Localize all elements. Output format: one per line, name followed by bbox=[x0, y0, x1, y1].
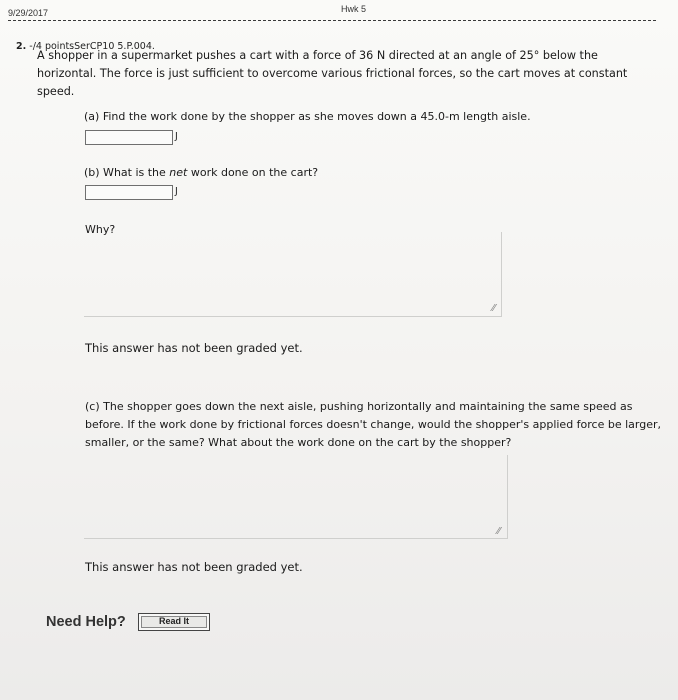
part-a-answer-field[interactable] bbox=[85, 130, 173, 145]
problem-statement: A shopper in a supermarket pushes a cart with a force of 36 N directed at an angle of 25° below the horizontal. The force is just sufficient to overcome various frictional forces, so the cart moves at constant speed. bbox=[37, 49, 628, 98]
question-number: 2. bbox=[16, 41, 27, 52]
resize-grip-icon[interactable]: ⁄⁄ bbox=[497, 526, 501, 537]
why-label: Why? bbox=[85, 223, 116, 236]
part-c-grading-status: This answer has not been graded yet. bbox=[85, 560, 303, 574]
part-b-unit: J bbox=[175, 186, 178, 197]
part-b-prompt-start: (b) What is the bbox=[84, 166, 170, 179]
part-b-prompt-end: work done on the cart? bbox=[187, 166, 319, 179]
part-b-prompt bbox=[84, 166, 318, 179]
print-date: 9/29/2017 bbox=[8, 8, 49, 18]
question-source: SerCP10 5.P.004. bbox=[74, 41, 155, 52]
part-c-textarea[interactable] bbox=[84, 455, 508, 539]
part-b-prompt-emphasis: net bbox=[169, 166, 188, 179]
part-b-grading-status: This answer has not been graded yet. bbox=[85, 341, 303, 355]
header-divider bbox=[8, 20, 656, 21]
part-c-prompt: (c) The shopper goes down the next aisle, pushing horizontally and maintaining the same speed as before. If the work done by frictional forces doesn't change, would the shopper's applied force be larger, smaller, or the same? What about the work done on the cart by the shopper? bbox=[85, 400, 662, 449]
part-a-unit: J bbox=[175, 131, 178, 142]
why-textarea[interactable] bbox=[84, 232, 502, 317]
need-help-label: Need Help? bbox=[46, 614, 126, 630]
read-it-button[interactable]: Read It bbox=[138, 613, 210, 631]
part-a-prompt: (a) Find the work done by the shopper as she moves down a 45.0-m length aisle. bbox=[84, 110, 531, 123]
part-b-answer-field[interactable] bbox=[85, 185, 173, 200]
question-points: -/4 points bbox=[29, 41, 75, 52]
resize-grip-icon[interactable]: ⁄⁄ bbox=[492, 303, 496, 314]
assignment-title: Hwk 5 bbox=[341, 4, 367, 14]
